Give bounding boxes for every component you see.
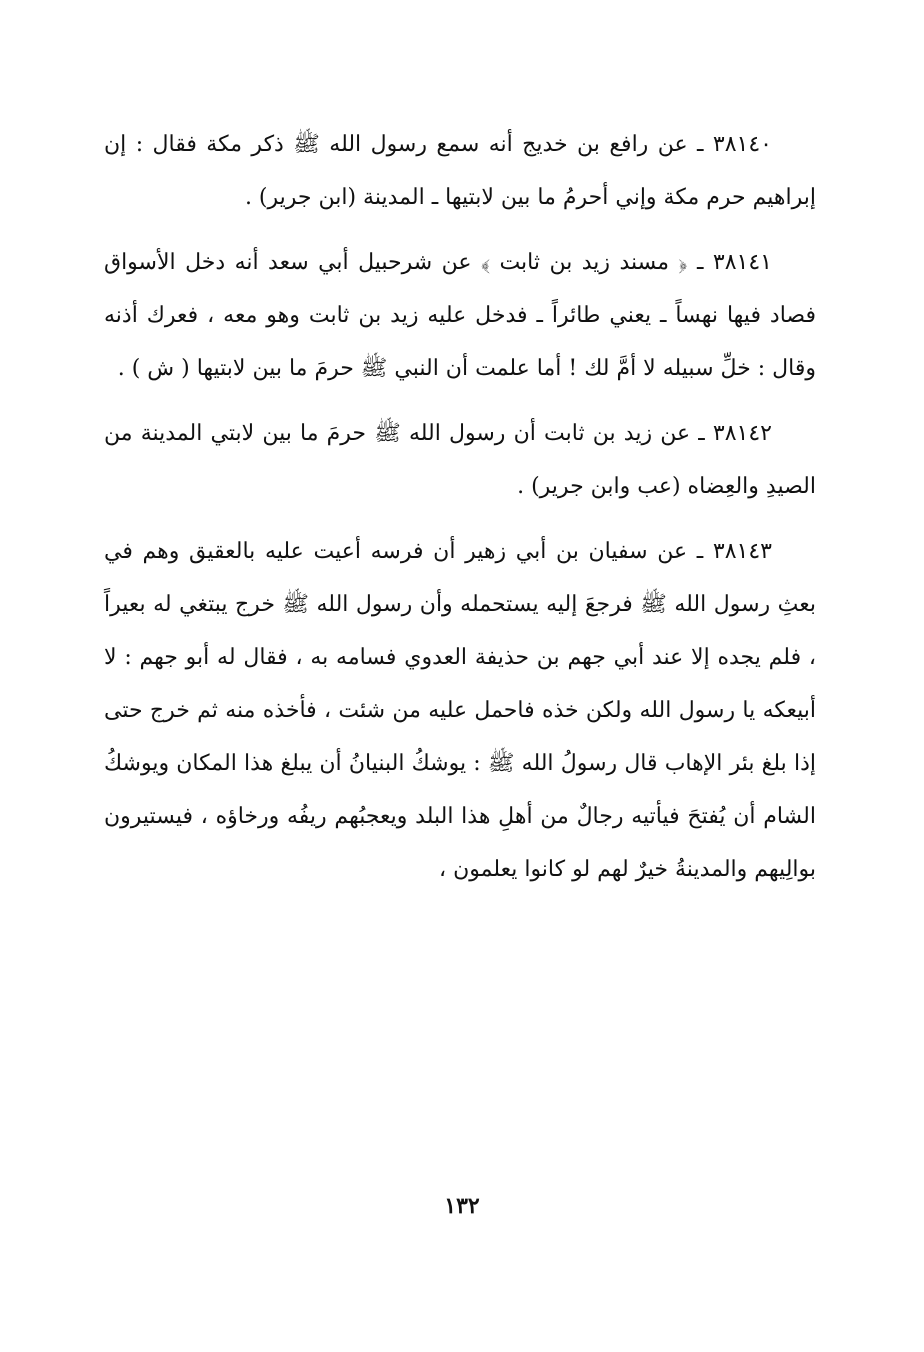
page-number: ١٣٢	[444, 1193, 480, 1219]
hadith-38143: ٣٨١٤٣ ـ عن سفيان بن أبي زهير أن فرسه أعيت عليه بالعقيق وهم في بعثِ رسول الله ﷺ فرجعَ إليه يستحمله وأن رسول الله ﷺ خرج يبتغي له بعيراً ، فلم يجده إلا عند أبي جهم بن حذيفة العدوي فسامه به ، فقال له أبو جهم : لا أبيعكه يا رسول الله ولكن خذه فاحمل عليه من شئت ، فأخذه منه ثم خرج حتى إذا بلغ بئر الإهاب قال رسولُ الله ﷺ : يوشكُ البنيانُ أن يبلغ هذا المكان ويوشكُ الشام أن يُفتحَ فيأتيه رجالٌ من أهلِ هذا البلد ويعجبُهم ريفُه ورخاؤه ، فيستيرون بوالِيهم والمدينةُ خيرٌ لهم لو كانوا يعلمون ،	[104, 539, 817, 882]
hadith-38141: ٣٨١٤١ ـ ﴿ مسند زيد بن ثابت ﴾ عن شرحبيل أبي سعد أنه دخل الأسواق فصاد فيها نهساً ـ يعني طائراً ـ فدخل عليه زيد بن ثابت وهو معه ، فعرك أذنه وقال : خلِّ سبيله لا أمَّ لك ! أما علمت أن النبي ﷺ حرمَ ما بين لابتيها ( ش ) .	[104, 250, 816, 381]
hadith-38142: ٣٨١٤٢ ـ عن زيد بن ثابت أن رسول الله ﷺ حرمَ ما بين لابتي المدينة من الصيدِ والعِضاه (عب وابن جرير) .	[104, 421, 816, 499]
hadith-38140: ٣٨١٤٠ ـ عن رافع بن خديج أنه سمع رسول الله ﷺ ذكر مكة فقال : إن إبراهيم حرم مكة وإني أحرمُ ما بين لابتيها ـ المدينة (ابن جرير) .	[104, 132, 816, 210]
body-text	[104, 118, 816, 896]
